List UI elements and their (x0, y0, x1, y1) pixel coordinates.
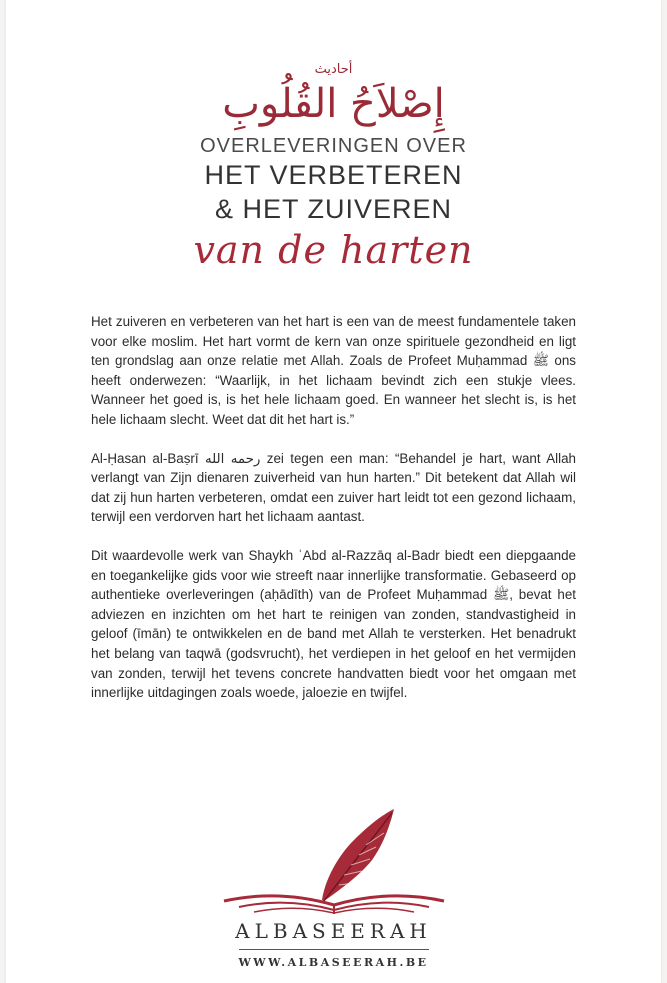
title-line-1: HET VERBETEREN (204, 160, 463, 190)
brand-name: ALBASEERAH (235, 919, 432, 943)
title-script: van de harten (193, 228, 474, 272)
quill-book-icon (204, 805, 464, 915)
brand-divider (239, 949, 429, 950)
back-cover (6, 0, 661, 983)
brand-url[interactable]: WWW.ALBASEERAH.BE (238, 956, 429, 969)
subtitle: OVERLEVERINGEN OVER (200, 135, 467, 157)
arabic-label: أحاديث (314, 62, 353, 77)
paragraph-1: Het zuiveren en verbeteren van het hart is een van de meest fundamentele taken voor elke moslim. Het hart vormt de kern van onze spirituele gezondheid en ligt ten grondslag aan onze relatie met Allah. Zoals de Profeet Muḥammad ﷺ ons heeft onderwezen: “Waarlijk, in het lichaam bevindt zich een stukje vlees. Wanneer het goed is, is het hele lichaam goed. En wanneer het slecht is, is het hele lichaam slecht. Weet dat dit het hart is.” (91, 314, 577, 427)
description-text (91, 312, 576, 722)
arabic-title: إِصْلاَحُ القُلُوبِ (222, 81, 445, 127)
publisher-logo (6, 805, 661, 969)
title-line-2: & HET ZUIVEREN (214, 194, 453, 224)
cover-header (6, 62, 661, 272)
paragraph-3: Dit waardevolle werk van Shaykh ʿAbd al-Razzāq al-Badr biedt een diepgaande en toegankelijke gids voor wie streeft naar innerlijke transformatie. Gebaseerd op authentieke overleveringen (aḥādīth) van de Profeet Muḥammad ﷺ, bevat het adviezen en inzichten om het hart te reinigen van zonden, standvastigheid in geloof (īmān) te ontwikkelen en de band met Allah te versterken. Het benadrukt het belang van taqwā (godsvrucht), het verdiepen in het geloof en het vermijden van zonden, terwijl het tevens concrete handvatten biedt voor het omgaan met innerlijke uitdagingen zoals woede, jaloezie en twijfel. (91, 547, 576, 701)
paragraph-2: Al-Ḥasan al-Baṣrī رحمه الله zei tegen een man: “Behandel je hart, want Allah verlangt van Zijn dienaren zuiverheid van hun harten.” Dit betekent dat Allah wil dat zij hun harten verbeteren, omdat een zuiver hart leidt tot een gezond lichaam, terwijl een verdorven hart het lichaam aantast. (91, 450, 576, 525)
